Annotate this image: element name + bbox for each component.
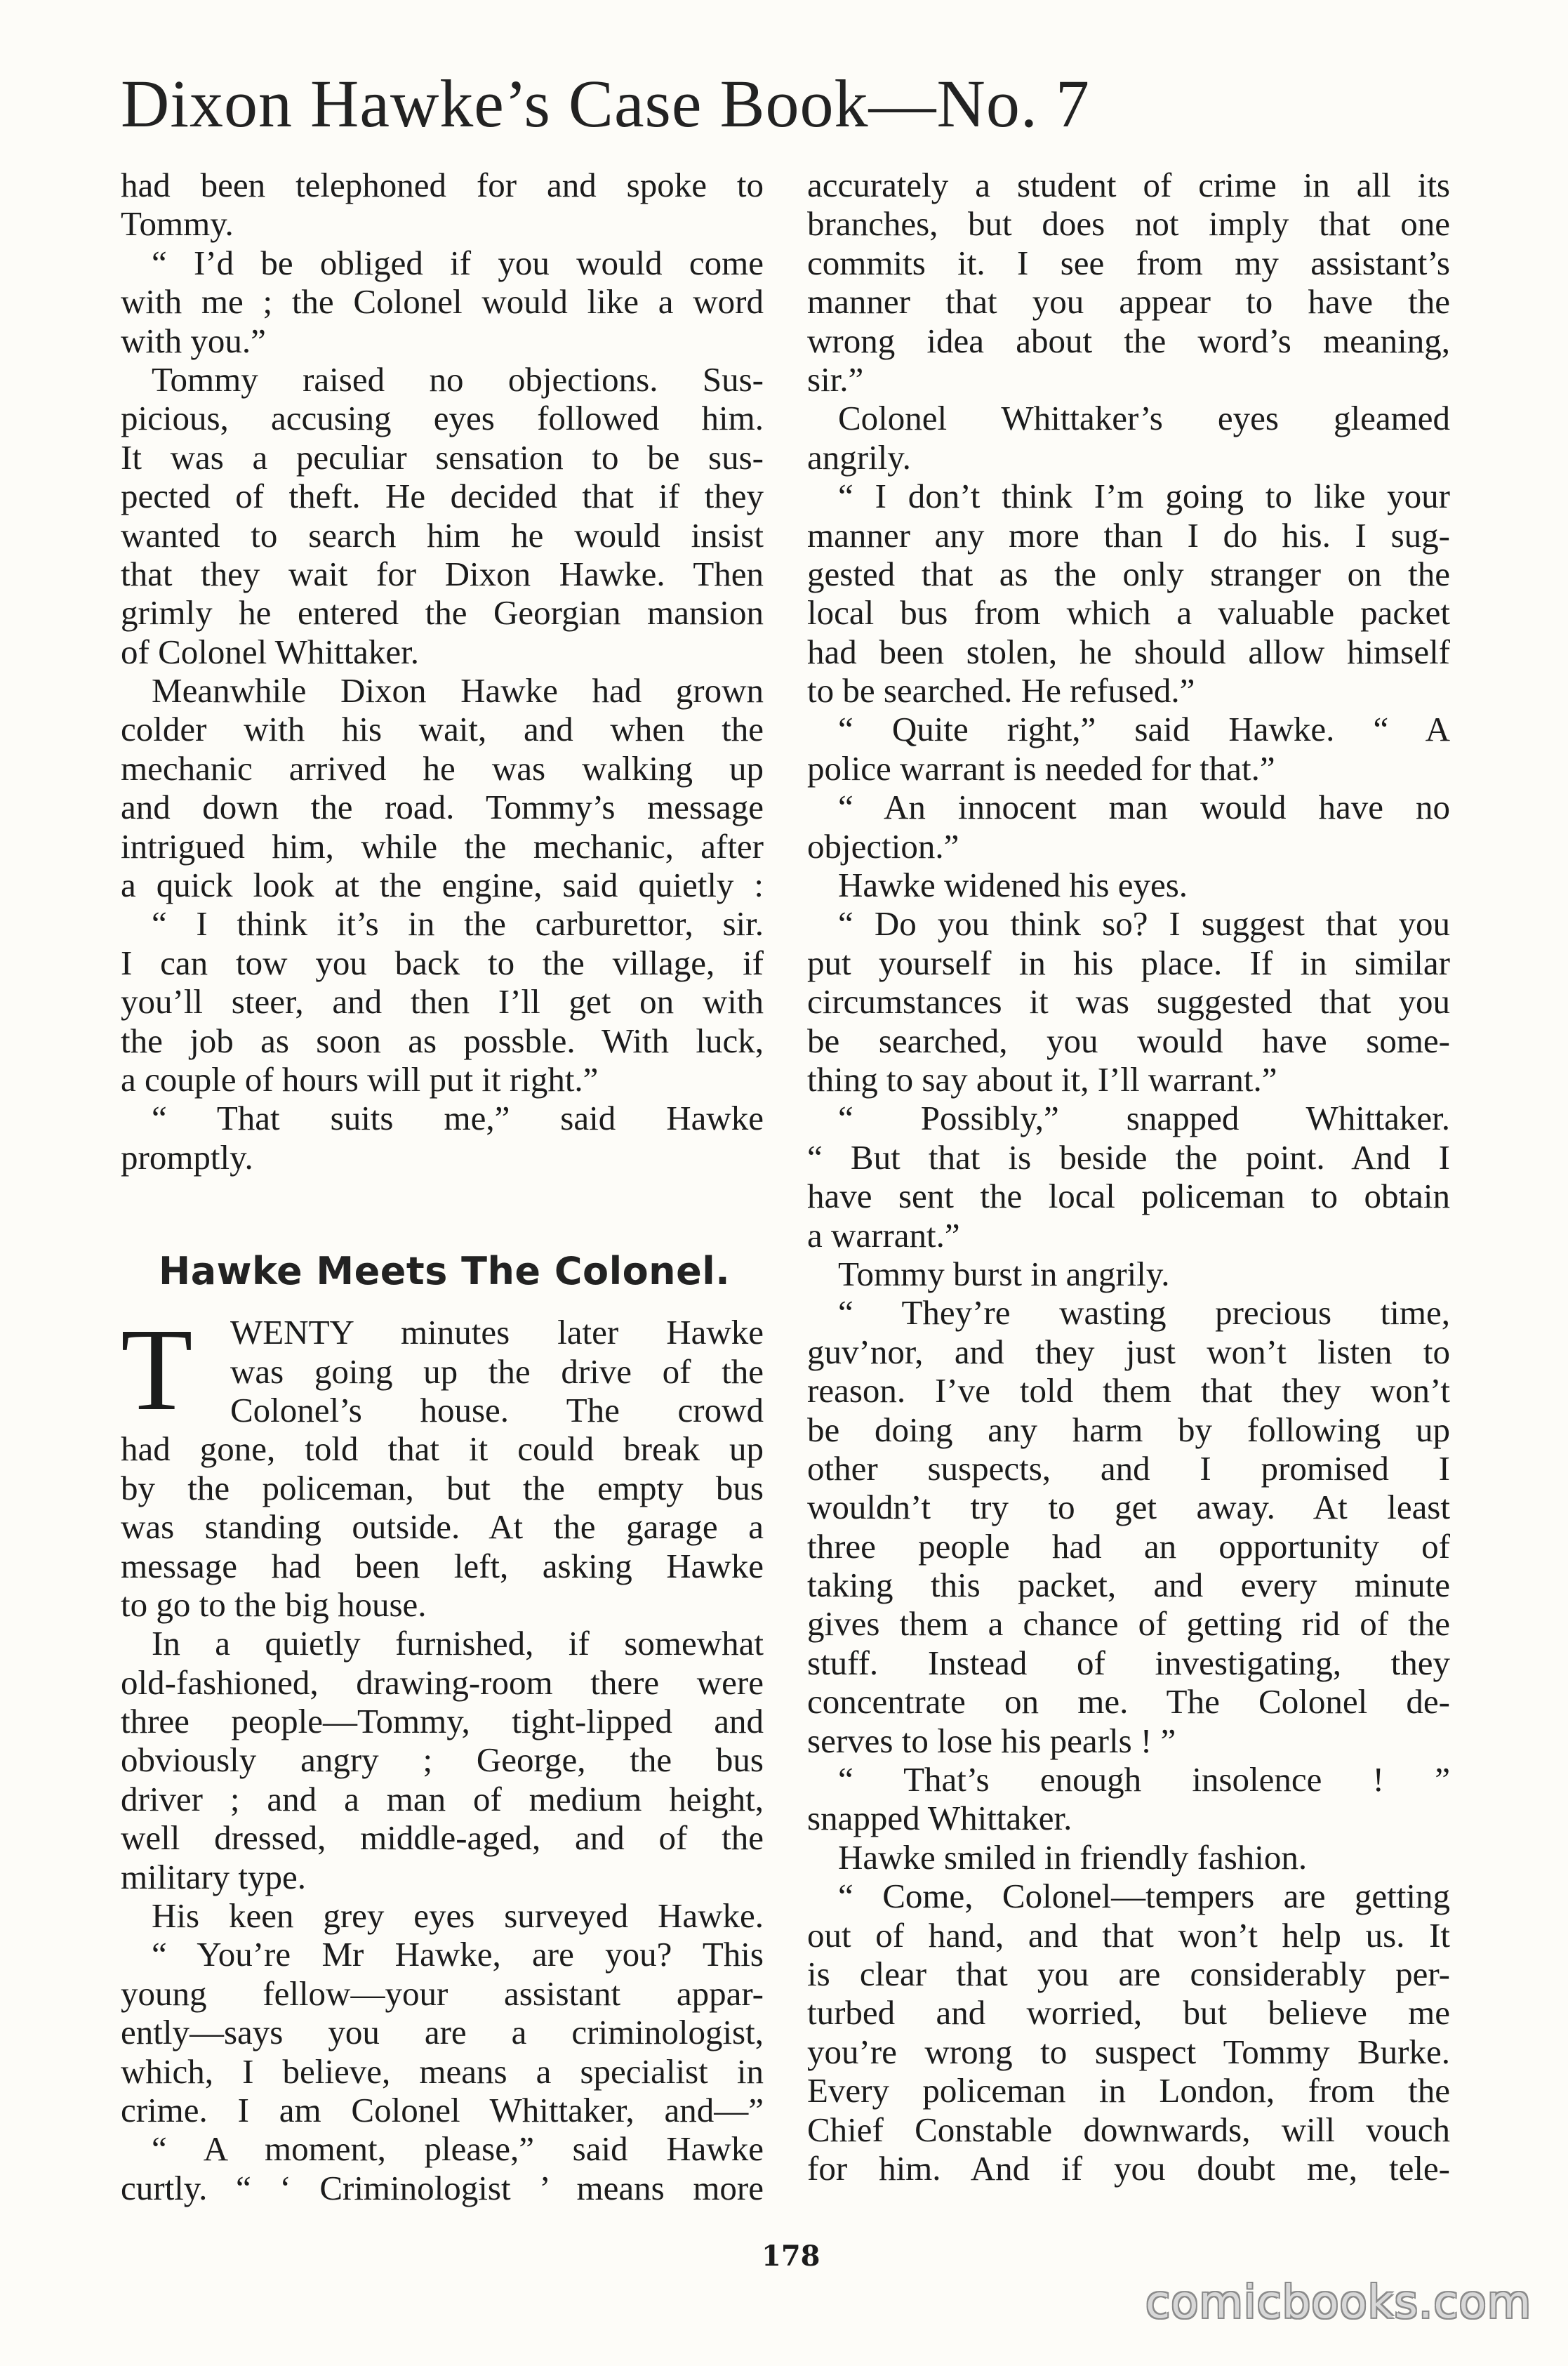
- text-line: commits it. I see from my assistant’s: [807, 243, 1450, 282]
- text-line: Tommy raised no objections. Sus-: [152, 359, 764, 399]
- text-line: by the policeman, but the empty bus: [121, 1468, 764, 1507]
- text-line: picious, accusing eyes followed him.: [121, 399, 764, 438]
- text-line: Colonel Whittaker’s eyes gleamed: [838, 399, 1450, 438]
- text-line: to be searched. He refused.”: [807, 671, 1195, 711]
- text-line: snapped Whittaker.: [807, 1799, 1072, 1838]
- text-line: promptly.: [121, 1137, 253, 1177]
- text-line: driver ; and a man of medium height,: [121, 1779, 764, 1818]
- text-line: stuff. Instead of investigating, they: [807, 1643, 1450, 1682]
- text-line: and down the road. Tommy’s message: [121, 788, 764, 827]
- text-line: grimly he entered the Georgian mansion: [121, 593, 764, 633]
- text-line: “ An innocent man would have no: [838, 788, 1450, 827]
- text-line: Every policeman in London, from the: [807, 2071, 1450, 2110]
- text-line: Tommy burst in angrily.: [838, 1254, 1170, 1293]
- text-line: guv’nor, and they just won’t listen to: [807, 1332, 1450, 1371]
- text-line: three people—Tommy, tight-lipped and: [121, 1702, 764, 1741]
- text-line: be searched, you would have some-: [807, 1021, 1450, 1060]
- text-line: Tommy.: [121, 204, 234, 244]
- text-line: gested that as the only stranger on the: [807, 554, 1450, 593]
- text-line: “ A moment, please,” said Hawke: [152, 2129, 764, 2169]
- text-line: branches, but does not imply that one: [807, 204, 1450, 244]
- text-line: colder with his wait, and when the: [121, 710, 764, 749]
- text-line: manner any more than I do his. I sug-: [807, 515, 1450, 555]
- text-line: which, I believe, means a specialist in: [121, 2051, 764, 2091]
- section-heading: Hawke Meets The Colonel.: [159, 1249, 731, 1294]
- text-line: that they wait for Dixon Hawke. Then: [121, 554, 764, 593]
- text-line: ently—says you are a criminologist,: [121, 2013, 764, 2052]
- text-line: Hawke widened his eyes.: [838, 866, 1188, 905]
- text-line: gives them a chance of getting rid of the: [807, 1604, 1450, 1644]
- text-line: It was a peculiar sensation to be sus-: [121, 437, 764, 477]
- text-line: you’ll steer, and then I’ll get on with: [121, 982, 764, 1022]
- text-line: “ That’s enough insolence ! ”: [838, 1760, 1450, 1799]
- text-line: WENTY minutes later Hawke: [230, 1313, 764, 1352]
- page-number: 178: [762, 2240, 820, 2273]
- text-line: crime. I am Colonel Whittaker, and—”: [121, 2090, 764, 2129]
- text-line: “ I think it’s in the carburettor, sir.: [152, 904, 764, 944]
- text-line: Hawke smiled in friendly fashion.: [838, 1837, 1308, 1877]
- text-line: with me ; the Colonel would like a word: [121, 282, 764, 322]
- text-line: be doing any harm by following up: [807, 1410, 1450, 1449]
- text-line: is clear that you are considerably per-: [807, 1954, 1450, 1993]
- text-line: mechanic arrived he was walking up: [121, 748, 764, 788]
- text-line: of Colonel Whittaker.: [121, 632, 420, 671]
- text-line: message had been left, asking Hawke: [121, 1546, 764, 1585]
- text-line: was going up the drive of the: [230, 1351, 764, 1391]
- text-line: wanted to search him he would insist: [121, 515, 764, 555]
- section-spacer: [121, 1177, 764, 1240]
- text-line: was standing outside. At the garage a: [121, 1507, 764, 1547]
- text-line: His keen grey eyes surveyed Hawke.: [152, 1896, 764, 1936]
- text-line: “ You’re Mr Hawke, are you? This: [152, 1935, 764, 1974]
- text-line: curtly. “ ‘ Criminologist ’ means more: [121, 2168, 764, 2207]
- text-line: sir.”: [807, 359, 864, 399]
- dropcap-paragraph: [121, 1304, 764, 1436]
- text-line: out of hand, and that won’t help us. It: [807, 1915, 1450, 1955]
- text-line: well dressed, middle-aged, and of the: [121, 1818, 764, 1858]
- left-column: [121, 166, 764, 2207]
- text-line: the job as soon as possble. With luck,: [121, 1021, 764, 1060]
- text-line: Colonel’s house. The crowd: [230, 1390, 764, 1429]
- text-line: In a quietly furnished, if somewhat: [152, 1624, 764, 1663]
- text-line: angrily.: [807, 437, 911, 477]
- text-line: military type.: [121, 1857, 306, 1896]
- text-line: accurately a student of crime in all its: [807, 166, 1450, 204]
- text-line: for him. And if you doubt me, tele-: [807, 2148, 1450, 2188]
- text-line: a quick look at the engine, said quietly :: [121, 866, 764, 905]
- drop-cap-letter: T: [121, 1304, 193, 1436]
- text-line: had gone, told that it could break up: [121, 1429, 764, 1469]
- section-spacer: [121, 1303, 764, 1313]
- text-line: “ Come, Colonel—tempers are getting: [838, 1877, 1450, 1916]
- text-line: intrigued him, while the mechanic, after: [121, 826, 764, 866]
- text-line: a warrant.”: [807, 1215, 960, 1255]
- text-line: had been stolen, he should allow himself: [807, 632, 1450, 671]
- text-line: thing to say about it, I’ll warrant.”: [807, 1059, 1277, 1099]
- text-line: three people had an opportunity of: [807, 1526, 1450, 1566]
- text-line: you’re wrong to suspect Tommy Burke.: [807, 2032, 1450, 2071]
- text-line: had been telephoned for and spoke to: [121, 166, 764, 204]
- right-column: [807, 166, 1450, 2188]
- text-line: police warrant is needed for that.”: [807, 748, 1275, 788]
- text-line: wouldn’t try to get away. At least: [807, 1488, 1450, 1527]
- left-column-bottom-text: [121, 1429, 764, 2207]
- text-line: have sent the local policeman to obtain: [807, 1177, 1450, 1216]
- text-line: “ But that is beside the point. And I: [807, 1137, 1450, 1177]
- text-line: with you.”: [121, 321, 266, 360]
- left-column-top-text: [121, 166, 764, 1177]
- text-line: Meanwhile Dixon Hawke had grown: [152, 671, 764, 711]
- text-line: local bus from which a valuable packet: [807, 593, 1450, 633]
- text-line: turbed and worried, but believe me: [807, 1993, 1450, 2033]
- text-line: young fellow—your assistant appar-: [121, 1974, 764, 2013]
- text-line: pected of theft. He decided that if they: [121, 477, 764, 516]
- text-line: objection.”: [807, 826, 959, 866]
- text-line: “ I’d be obliged if you would come: [152, 243, 764, 282]
- text-line: “ That suits me,” said Hawke: [152, 1099, 764, 1138]
- text-line: Chief Constable downwards, will vouch: [807, 2110, 1450, 2149]
- text-line: “ Possibly,” snapped Whittaker.: [838, 1099, 1450, 1138]
- text-line: taking this packet, and every minute: [807, 1566, 1450, 1605]
- text-line: old-fashioned, drawing-room there were: [121, 1663, 764, 1702]
- text-line: concentrate on me. The Colonel de-: [807, 1682, 1450, 1721]
- text-line: other suspects, and I promised I: [807, 1448, 1450, 1488]
- page-header-title: Dixon Hawke’s Case Book—No. 7: [121, 66, 1090, 141]
- text-line: a couple of hours will put it right.”: [121, 1059, 599, 1099]
- text-line: manner that you appear to have the: [807, 282, 1450, 322]
- text-line: “ Quite right,” said Hawke. “ A: [838, 710, 1450, 749]
- text-line: put yourself in his place. If in similar: [807, 943, 1450, 982]
- text-line: wrong idea about the word’s meaning,: [807, 321, 1450, 360]
- text-line: obviously angry ; George, the bus: [121, 1740, 764, 1780]
- text-line: “ They’re wasting precious time,: [838, 1293, 1450, 1333]
- text-line: circumstances it was suggested that you: [807, 982, 1450, 1022]
- watermark: comicbooks.com: [1145, 2277, 1532, 2329]
- text-line: to go to the big house.: [121, 1585, 427, 1624]
- text-line: I can tow you back to the village, if: [121, 943, 764, 982]
- text-line: “ I don’t think I’m going to like your: [838, 477, 1450, 516]
- text-line: reason. I’ve told them that they won’t: [807, 1371, 1450, 1410]
- text-line: serves to lose his pearls ! ”: [807, 1721, 1176, 1760]
- text-line: “ Do you think so? I suggest that you: [838, 904, 1450, 944]
